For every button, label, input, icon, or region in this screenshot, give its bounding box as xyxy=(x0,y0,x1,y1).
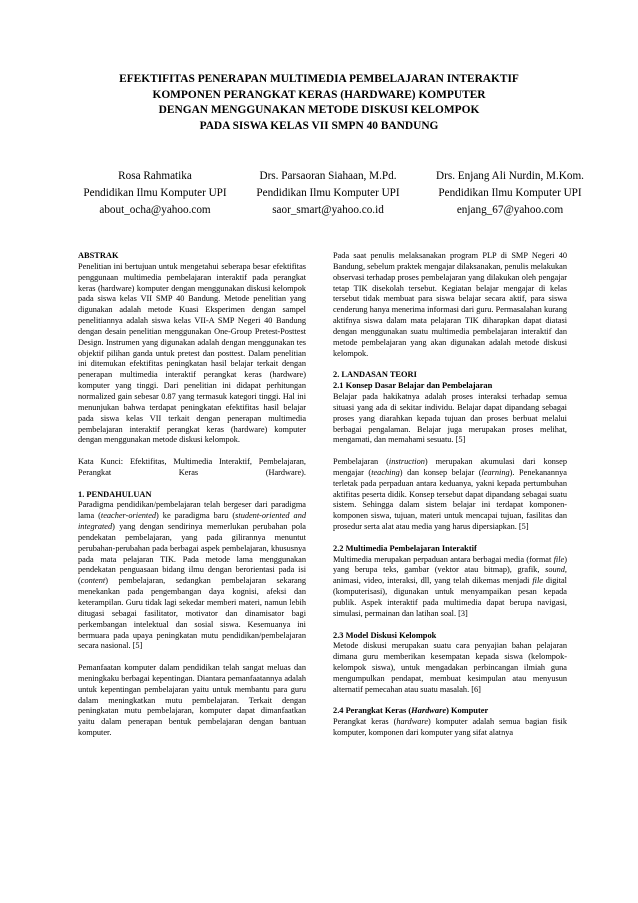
title-line: PADA SISWA KELAS VII SMPN 40 BANDUNG xyxy=(199,119,439,132)
abstract-heading: ABSTRAK xyxy=(78,251,119,260)
section-2-3-paragraph: Metode diskusi merupakan suatu cara penyajian bahan pelajaran dimana guru memberikan kesempatan kepada siswa (kelompok-kelompok siswa), untuk mengadakan perbincangan ilmiah guna mengumpulkan pendapat, membuat kesimpulan atau menyusun alternatif pemecahan atau suatu masalah. [6] xyxy=(333,641,567,694)
author-email: saor_smart@yahoo.co.id xyxy=(272,204,384,216)
title-line: KOMPONEN PERANGKAT KERAS (HARDWARE) KOMPUTER xyxy=(152,88,486,101)
paper-title xyxy=(60,72,578,134)
author-block-2 xyxy=(244,168,412,219)
author-email: about_ocha@yahoo.com xyxy=(99,204,211,216)
section-2-2-paragraph: Multimedia merupakan perpaduan antara berbagai media (format file) yang berupa teks, gambar (vektor atau bitmap), grafik, sound, animasi, video, interaksi, dll, yang telah dikemas menjadi file digital (komputerisasi), digunakan untuk menyampaikan pesan kepada publik. Aspek interaktif pada multimedia dapat berupa navigasi, simulasi, permainan dan latihan soal. [3] xyxy=(333,554,567,618)
keywords: Kata Kunci: Efektifitas, Multimedia Interaktif, Pembelajaran, Perangkat Keras (Hardware). xyxy=(78,457,306,477)
section-2-1-paragraph-1: Belajar pada hakikatnya adalah proses interaksi terhadap semua situasi yang ada di sekitar individu. Belajar dapat dipandang sebagai proses yang diarahkan kepada tujuan dan proses berbuat melalui berbagai pengalaman. Belajar juga merupakan proses melihat, mengamati, dan memahami sesuatu. [5] xyxy=(333,391,567,445)
section-2-1-paragraph-2: Pembelajaran (instruction) merupakan akumulasi dari konsep mengajar (teaching) dan konsep belajar (learning). Penekanannya terletak pada perpaduan antara keduanya, yakni kepada pertumbuhan aktifitas peserta didik. Konsep tersebut dapat dipandang sebagai suatu sistem. Sehingga dalam sistem belajar ini terdapat komponen-komponen siswa, tujuan, materi untuk mencapai tujuan, fasilitas dan prosedur serta alat atau media yang harus dipersiapkan. [5] xyxy=(333,457,567,532)
author-block-1 xyxy=(70,168,240,219)
author-affiliation: Pendidikan Ilmu Komputer UPI xyxy=(256,187,400,199)
author-name: Rosa Rahmatika xyxy=(118,170,192,182)
section-2-4-heading: 2.4 Perangkat Keras (Hardware) Komputer xyxy=(333,706,489,716)
author-affiliation: Pendidikan Ilmu Komputer UPI xyxy=(83,187,227,199)
author-email: enjang_67@yahoo.com xyxy=(456,204,564,216)
intro-paragraph-2: Pemanfaatan komputer dalam pendidikan telah sangat meluas dan meningkaku berbagai kepentingan. Diantara pemanfaatannya adalah untuk kepentingan pembelajaran yaitu untuk membantu para guru dalam meningkatkan mutu pembelajaran. Terkait dengan peningkatan mutu pembelajaran, komputer dapat dimanfaatkan yaitu dalam penerapan bentuk pembelajaran dengan bantuan komputer. xyxy=(78,663,306,738)
intro-paragraph-3: Pada saat penulis melaksanakan program PLP di SMP Negeri 40 Bandung, sebelum praktek mengajar dilaksanakan, penulis melakukan observasi terhadap proses pembelajaran yang dilakukan oleh pengajar tetap TIK disekolah tersebut. Kegiatan belajar mengajar di kelas tersebut tidak membuat para siswa belajar secara aktif, para siswa cenderung hanya menerima informasi dari guru. Permasalahan kurang aktifnya siswa dalam mata pelajaran TIK diharapkan dapat diatasi dengan menggunakan suatu multimedia pembelajaran interaktif dan metode pembelajaran yang akan digunakan adalah metode diskusi kelompok. xyxy=(333,251,567,358)
intro-paragraph-1: Paradigma pendidikan/pembelajaran telah bergeser dari paradigma lama (teacher-oriented) ke paradigma baru (student-oriented and integrated) yang dengan sendirinya memerlukan perubahan pola pendekatan pembelajaran, yang pada gilirannya menuntut perubahan-perubahan pada berbagai aspek pembelajaran, khususnya pada mata pelajaran TIK. Pada metode lama menggunakan pendekatan penguasaan bidang ilmu dengan berorientasi pada isi (content) pembelajaran, sedangkan pembelajaran sekarang menekankan pada pengembangan daya kognisi, afeksi dan keterampilan. Guru tidak lagi sekedar memberi materi, namun lebih ditugasi sebagai fasilitator, motivator dan dinamisator bagi perkembangan intelektual dan sosial siswa. Kesemuanya ini bermuara pada upaya peningkatan mutu pendidikan/pembelajaran secara nasional. [5] xyxy=(78,500,307,651)
section-2-2-heading: 2.2 Multimedia Pembelajaran Interaktif xyxy=(333,543,477,553)
intro-heading: 1. PENDAHULUAN xyxy=(78,489,152,499)
author-name: Drs. Enjang Ali Nurdin, M.Kom. xyxy=(436,170,584,182)
section-2-1-heading: 2.1 Konsep Dasar Belajar dan Pembelajaran xyxy=(333,381,493,391)
left-column xyxy=(78,251,306,739)
author-affiliation: Pendidikan Ilmu Komputer UPI xyxy=(438,187,582,199)
author-name: Drs. Parsaoran Siahaan, M.Pd. xyxy=(259,170,397,182)
theory-heading: 2. LANDASAN TEORI xyxy=(333,370,417,380)
section-2-3-heading: 2.3 Model Diskusi Kelompok xyxy=(333,630,437,640)
author-block-3 xyxy=(420,168,600,219)
abstract-text: Penelitian ini bertujuan untuk mengetahui seberapa besar efektifitas penggunaan multimedia pembelajaran interaktif pada perangkat keras (hardware) komputer dengan menggunakan diskusi kelompok pada siswa kelas VII SMP 40 Bandung. Metode penelitian yang digunakan adalah metode Kuasi Eksperimen dengan sampel penelitiannya adalah siswa kelas VII-A SMP Negeri 40 Bandung dengan desain penelitian menggunakan One-Group Pretest-Posttest Design. Instrumen yang digunakan adalah dengan menggunakan tes objektif pilihan ganda untuk pretest dan posttest. Dalam penelitian ini ditemukan efektifitas peningkatan hasil belajar terkait dengan penerapan multimedia interaktif perangkat keras (hardware) komputer yang tinggi. Dari penelitian ini didapat perhitungan normalized gain sebesar 0.87 yang termasuk kategori tinggi. Hal ini menunjukan bahwa terdapat peningkatan efektifitas hasil belajar pada siswa kelas VII terkait dengan penerapan multimedia pembelajaran interaktif perangkat keras (hardware) komputer dengan menggunakan metode diskusi kelompok. xyxy=(78,261,306,445)
right-column xyxy=(333,251,567,739)
title-line: DENGAN MENGGUNAKAN METODE DISKUSI KELOMPOK xyxy=(158,104,480,116)
section-2-4-paragraph: Perangkat keras (hardware) komputer adalah semua bagian fisik komputer, komponen dari komputer yang sifat alatnya xyxy=(333,717,567,738)
title-line: EFEKTIFITAS PENERAPAN MULTIMEDIA PEMBELAJARAN INTERAKTIF xyxy=(119,73,519,85)
